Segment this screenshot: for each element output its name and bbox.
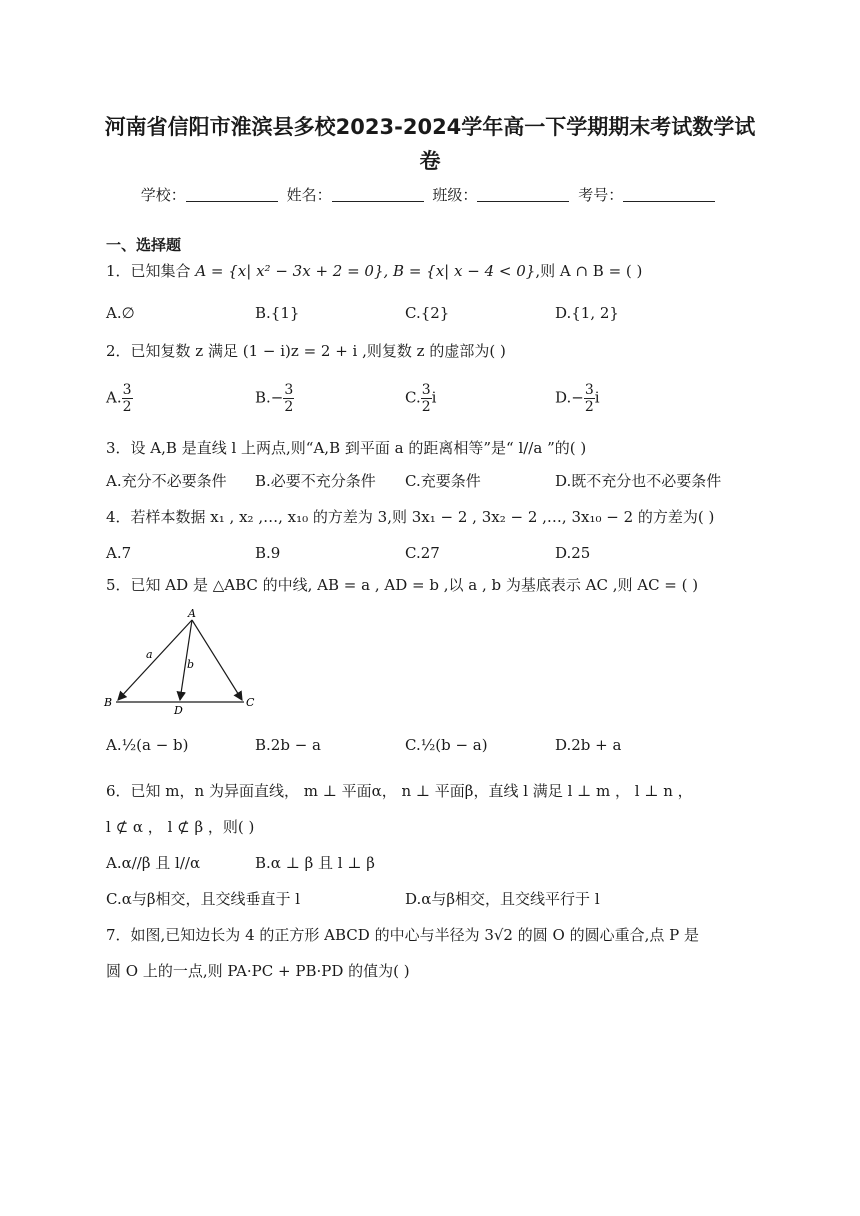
q4-option-b[interactable]: B.9	[255, 544, 281, 562]
q4-option-a[interactable]: A.7	[106, 544, 132, 562]
school-label: 学校：	[140, 186, 186, 204]
vertex-a-label: A	[188, 607, 196, 620]
q1-option-b[interactable]: B.{1}	[255, 304, 300, 322]
q3-option-c[interactable]: C.充要条件	[405, 472, 481, 490]
q5-option-b[interactable]: B.2b − a	[255, 736, 321, 754]
q4-option-d[interactable]: D.25	[555, 544, 591, 562]
question-7-stem-line1: 7．如图,已知边长为 4 的正方形 ABCD 的中心与半径为 3√2 的圆 O 的圆心重合,点 P 是	[106, 926, 699, 944]
q3-option-d[interactable]: D.既不充分也不必要条件	[555, 472, 722, 490]
exam-title-line1: 河南省信阳市淮滨县多校2023-2024学年高一下学期期末考试数学试	[104, 115, 756, 139]
name-label: 姓名：	[286, 186, 332, 204]
section-heading: 一、选择题	[106, 236, 182, 254]
q6-option-b[interactable]: B.α ⊥ β 且 l ⊥ β	[255, 854, 375, 872]
exam-title-line2: 卷	[419, 149, 441, 173]
q1-option-c[interactable]: C.{2}	[405, 304, 450, 322]
q2-option-a[interactable]: A. $\frac{3}{2}$	[106, 382, 132, 415]
question-2-stem: 2．已知复数 z 满足 (1 − i)z = 2 + i ,则复数 z 的虚部为( )	[106, 342, 506, 360]
question-3-stem: 3．设 A,B 是直线 l 上两点,则“A,B 到平面 a 的距离相等”是“ l//a ”的( )	[106, 439, 587, 457]
question-6-stem-line1: 6．已知 m，n 为异面直线， m ⊥ 平面α， n ⊥ 平面β，直线 l 满足 l ⊥ m ， l ⊥ n ，	[106, 782, 693, 800]
q2-option-d[interactable]: D.− $\frac{3}{2}$ i	[555, 382, 600, 415]
q6-option-c[interactable]: C.α与β相交，且交线垂直于 l	[106, 890, 301, 908]
class-blank[interactable]	[477, 187, 569, 202]
name-blank[interactable]	[332, 187, 424, 202]
q4-option-c[interactable]: C.27	[405, 544, 440, 562]
question-7-stem-line2: 圆 O 上的一点,则 PA·PC + PB·PD 的值为( )	[106, 962, 410, 980]
q1-option-d[interactable]: D.{1, 2}	[555, 304, 619, 322]
vertex-b-label: B	[104, 696, 113, 709]
question-4-stem: 4．若样本数据 x₁ , x₂ ,…, x₁₀ 的方差为 3,则 3x₁ − 2 , 3x₂ − 2 ,…, 3x₁₀ − 2 的方差为( )	[106, 508, 715, 526]
vector-a-label: a	[146, 648, 153, 661]
q1-set-b: , B = {x| x − 4 < 0}	[383, 262, 536, 280]
question-1-stem: 1．已知集合 A = {x| x² − 3x + 2 = 0}, B = {x| x − 4 < 0},则 A ∩ B = ( )	[106, 262, 643, 280]
q3-option-a[interactable]: A.充分不必要条件	[106, 472, 227, 490]
class-label: 班级：	[432, 186, 478, 204]
school-blank[interactable]	[186, 187, 278, 202]
vertex-c-label: C	[246, 696, 255, 709]
point-d-label: D	[174, 704, 183, 716]
vector-b-label: b	[187, 658, 195, 671]
student-info-row	[0, 184, 860, 205]
side-ac-arrow	[192, 620, 242, 700]
q1-set-a: A = {x| x² − 3x + 2 = 0}	[195, 262, 384, 280]
q2-option-b[interactable]: B.− $\frac{3}{2}$	[255, 382, 294, 415]
q5-option-d[interactable]: D.2b + a	[555, 736, 622, 754]
q6-option-d[interactable]: D.α与β相交，且交线平行于 l	[405, 890, 600, 908]
triangle-figure	[100, 606, 270, 716]
q5-option-c[interactable]: C.½(b − a)	[405, 736, 488, 754]
q2-option-c[interactable]: C. $\frac{3}{2}$ i	[405, 382, 437, 415]
q1-option-a[interactable]: A.∅	[106, 304, 135, 322]
q5-option-a[interactable]: A.½(a − b)	[106, 736, 189, 754]
vector-a-arrow	[118, 620, 195, 700]
question-6-stem-line2: l ⊄ α ， l ⊄ β ，则( )	[106, 818, 255, 836]
question-5-stem: 5．已知 AD 是 △ABC 的中线, AB = a , AD = b ,以 a , b 为基底表示 AC ,则 AC = ( )	[106, 576, 699, 594]
exam-no-blank[interactable]	[623, 187, 715, 202]
exam-no-label: 考号：	[578, 186, 624, 204]
q3-option-b[interactable]: B.必要不充分条件	[255, 472, 376, 490]
q6-option-a[interactable]: A.α//β 且 l//α	[106, 854, 201, 872]
